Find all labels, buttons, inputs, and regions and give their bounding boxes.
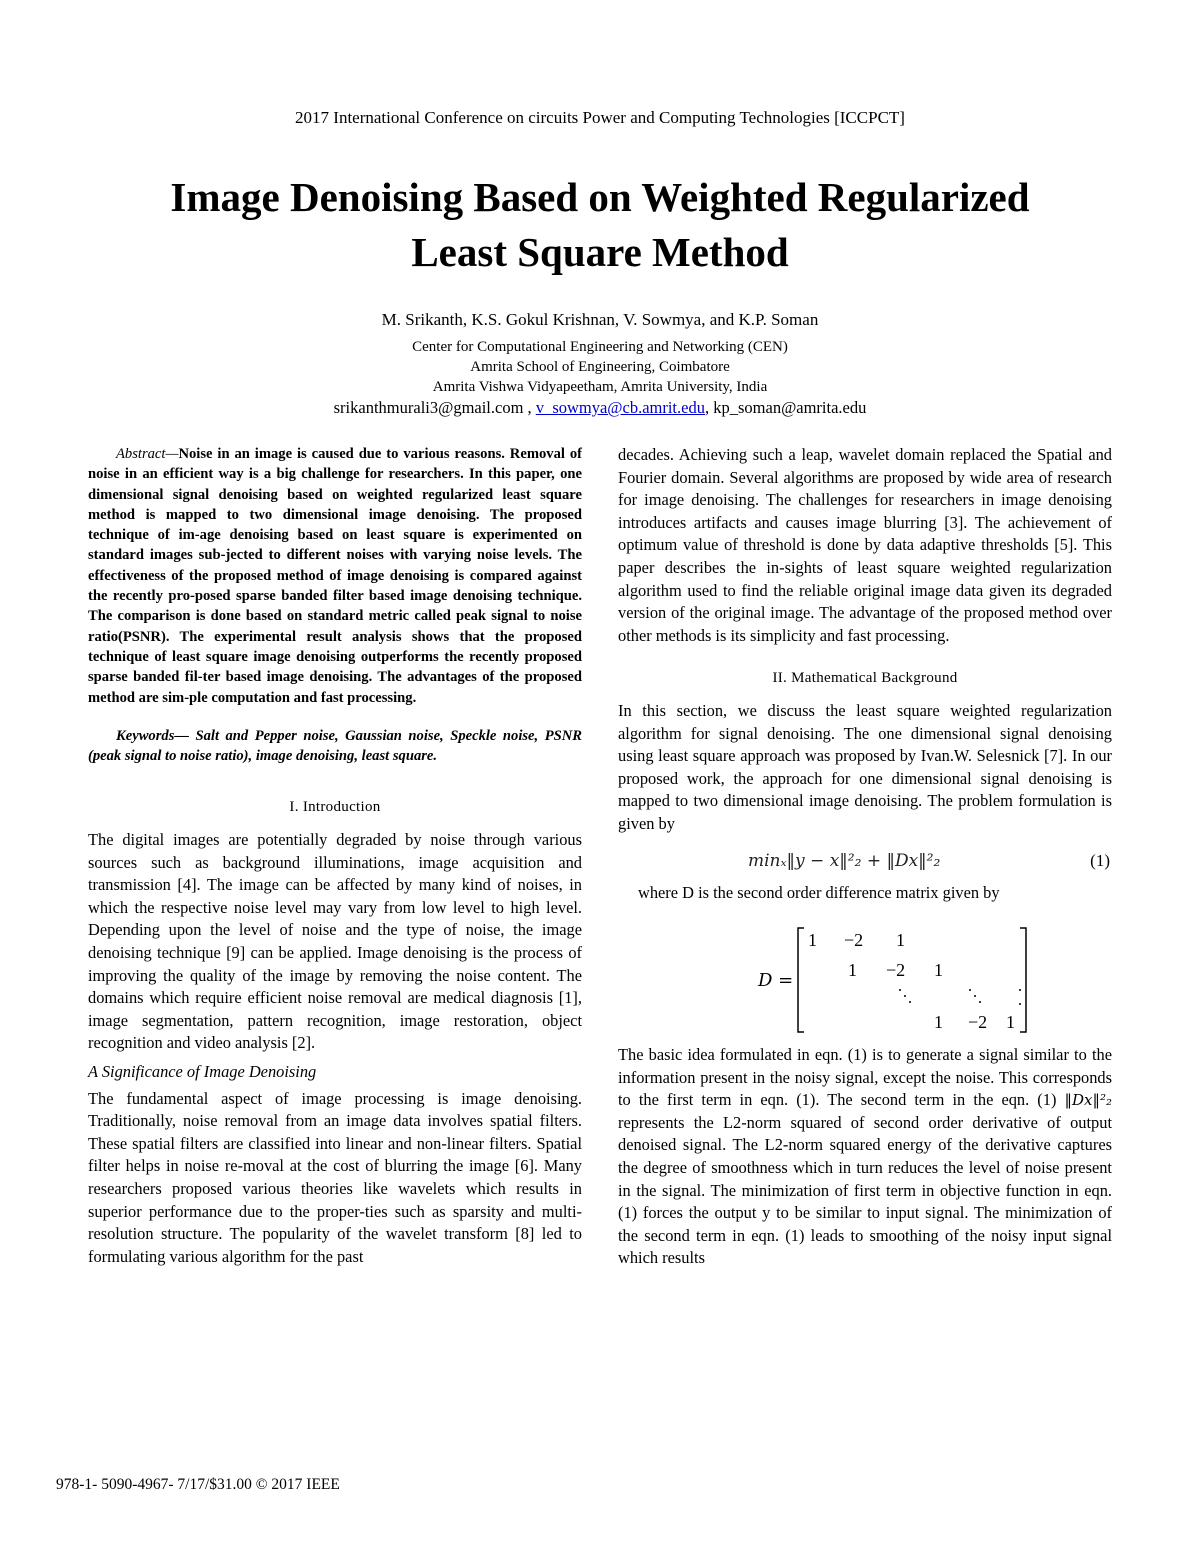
m-r1-c2: −2 bbox=[844, 930, 864, 951]
section-1-heading: I. Introduction bbox=[289, 799, 381, 816]
copyright-footer: 978-1- 5090-4967- 7/17/$31.00 © 2017 IEEE bbox=[56, 1476, 340, 1493]
m-r2-c1: 1 bbox=[848, 960, 857, 981]
keywords-text: Salt and Pepper noise, Gaussian noise, Speckle noise, PSNR (peak signal to noise ratio), image denoising, least square. bbox=[88, 727, 582, 765]
right-bracket bbox=[1020, 928, 1026, 1032]
section-2-heading: II. Mathematical Background bbox=[772, 670, 958, 687]
authors: M. Srikanth, K.S. Gokul Krishnan, V. Sowmya, and K.P. Soman bbox=[381, 310, 819, 329]
intro-paragraph: The digital images are potentially degraded by noise through various sources such as background illuminations, image acquisition and transmission [4]. The image can be affected by many kind of noises, in which the respective noise level may vary from low level to high level. Depending upon the level of noise and the type of noise, the image denoising technique [9] can be applied. Image denoising is the process of improving the quality of the image by removing the noise content. The domains which require efficient noise removal are medical diagnosis [1], image segmentation, pattern recognition, image restoration, object recognition and video analysis [2]. bbox=[88, 830, 582, 1053]
affiliation-line-1: Center for Computational Engineering and Networking (CEN) bbox=[412, 339, 788, 355]
subsection-a-heading: A Significance of Image Denoising bbox=[88, 1061, 317, 1081]
affiliation-line-2: Amrita School of Engineering, Coimbatore bbox=[470, 359, 730, 375]
abstract-text: Noise in an image is caused due to various reasons. Removal of noise in an efficient way is a big challenge for researchers. In this paper, one dimensional signal denoising based on weighted regularized least square method is mapped to two dimensional image denoising. The proposed technique of im-age denoising based on least square is experimented on standard images sub-jected to different noises with varying noise levels. The effectiveness of the proposed method of image denoising is compared against the recently pro-posed sparse banded filter based image denoising technique. The comparison is done based on standard metric called peak signal to noise ratio(PSNR). The experimental result analysis shows that the proposed technique of least square image denoising outperforms the recently proposed sparse banded fil-ter based image denoising. The advantages of the proposed method are sim-ple computation and fast processing. bbox=[88, 446, 582, 706]
m-r4-c2: −2 bbox=[968, 1012, 988, 1033]
m-r2-c2: −2 bbox=[886, 960, 906, 981]
conference-header: 2017 International Conference on circuits Power and Computing Technologies [ICCPCT] bbox=[295, 108, 905, 127]
inline-norm: ‖Dx‖²₂ bbox=[1064, 1091, 1112, 1110]
m-r2-c3: 1 bbox=[934, 960, 943, 981]
right-column bbox=[618, 444, 1112, 1270]
matrix-svg bbox=[618, 904, 1112, 1044]
m-r4-c1: 1 bbox=[934, 1012, 943, 1033]
equation-1 bbox=[618, 836, 1112, 882]
abstract-label: Abstract— bbox=[116, 446, 179, 462]
left-bracket bbox=[798, 928, 804, 1032]
m-r1-c3: 1 bbox=[896, 930, 905, 951]
m-r1-c1: 1 bbox=[808, 930, 817, 951]
equation-1-expression: minₓ‖y − x‖²₂ + ‖Dx‖²₂ bbox=[748, 850, 941, 871]
continued-paragraph: decades. Achieving such a leap, wavelet domain replaced the Spatial and Fourier domain. Several algorithms are proposed by wide area of research for image denoising. The challenges for researchers in image denoising introduces artifacts and causes image blurring [3]. The achievement of optimum value of threshold is done by data adaptive thresholds [5]. This paper describes the in-sights of least square weighted regularization algorithm used to find the reliable original image data given its degraded version of the original image. The advantage of the proposed method over other methods is its simplicity and fast processing. bbox=[618, 445, 1112, 645]
equation-1-number: (1) bbox=[1090, 850, 1110, 870]
difference-matrix bbox=[618, 904, 1112, 1044]
keywords-label: Keywords— bbox=[116, 727, 189, 744]
where-line: where D is the second order difference matrix given by bbox=[638, 882, 1000, 902]
title-line-2: Least Square Method bbox=[411, 229, 789, 275]
background-paragraph: In this section, we discuss the least square weighted regularization algorithm for signal denoising. The one dimensional signal denoising using least square approach was proposed by Ivan.W. Selesnick [7]. In our proposed work, the approach for one dimensional signal denoising is mapped to two dimensional image denoising. The problem formulation is given by bbox=[618, 700, 1112, 833]
keywords bbox=[88, 726, 582, 767]
abstract bbox=[88, 444, 582, 708]
title-line-1: Image Denoising Based on Weighted Regularized bbox=[170, 174, 1030, 220]
affiliation-line-3: Amrita Vishwa Vidyapeetham, Amrita University, India bbox=[432, 379, 768, 395]
basic-idea-paragraph bbox=[618, 1044, 1112, 1270]
email-1: srikanthmurali3@gmail.com , bbox=[333, 398, 532, 417]
matrix-ellipsis bbox=[899, 989, 1021, 1005]
basic-idea-text-a: The basic idea formulated in eqn. (1) is to generate a signal similar to the information present in the noisy signal, except the noise. This corresponds to the first term in eqn. (1). The second term in the eqn. (1) bbox=[618, 1045, 1112, 1110]
email-link-2[interactable]: v_sowmya@cb.amrit.edu bbox=[535, 398, 705, 417]
author-emails bbox=[0, 398, 1200, 418]
significance-paragraph: The fundamental aspect of image processing is image denoising. Traditionally, noise removal from an image data involves spatial filters. These spatial filters are classified into linear and non-linear filters. Spatial filter helps in noise re-moval at the cost of blurring the image [6]. Many researchers proposed various theories like wavelets which results in superior performance due to the proper-ties such as sparsity and multi-resolution structure. The popularity of the wavelet transform [8] led to formulating various algorithm for the past bbox=[88, 1088, 582, 1266]
paper-title bbox=[0, 170, 1200, 280]
basic-idea-text-b: represents the L2-norm squared of second order derivative of output denoised signal. The L2-norm squared energy of the derivative captures the degree of smoothness which in turn reduces the level of noise present in the signal. The minimization of first term in objective function in eqn. (1) forces the output y to be similar to input signal. The minimization of the second term in eqn. (1) leads to smoothing of the noisy input signal which results bbox=[618, 1112, 1112, 1268]
m-r4-c3: 1 bbox=[1006, 1012, 1015, 1033]
matrix-lhs: D = bbox=[758, 970, 794, 992]
left-column bbox=[88, 444, 582, 1268]
email-3: , kp_soman@amrita.edu bbox=[704, 398, 867, 417]
